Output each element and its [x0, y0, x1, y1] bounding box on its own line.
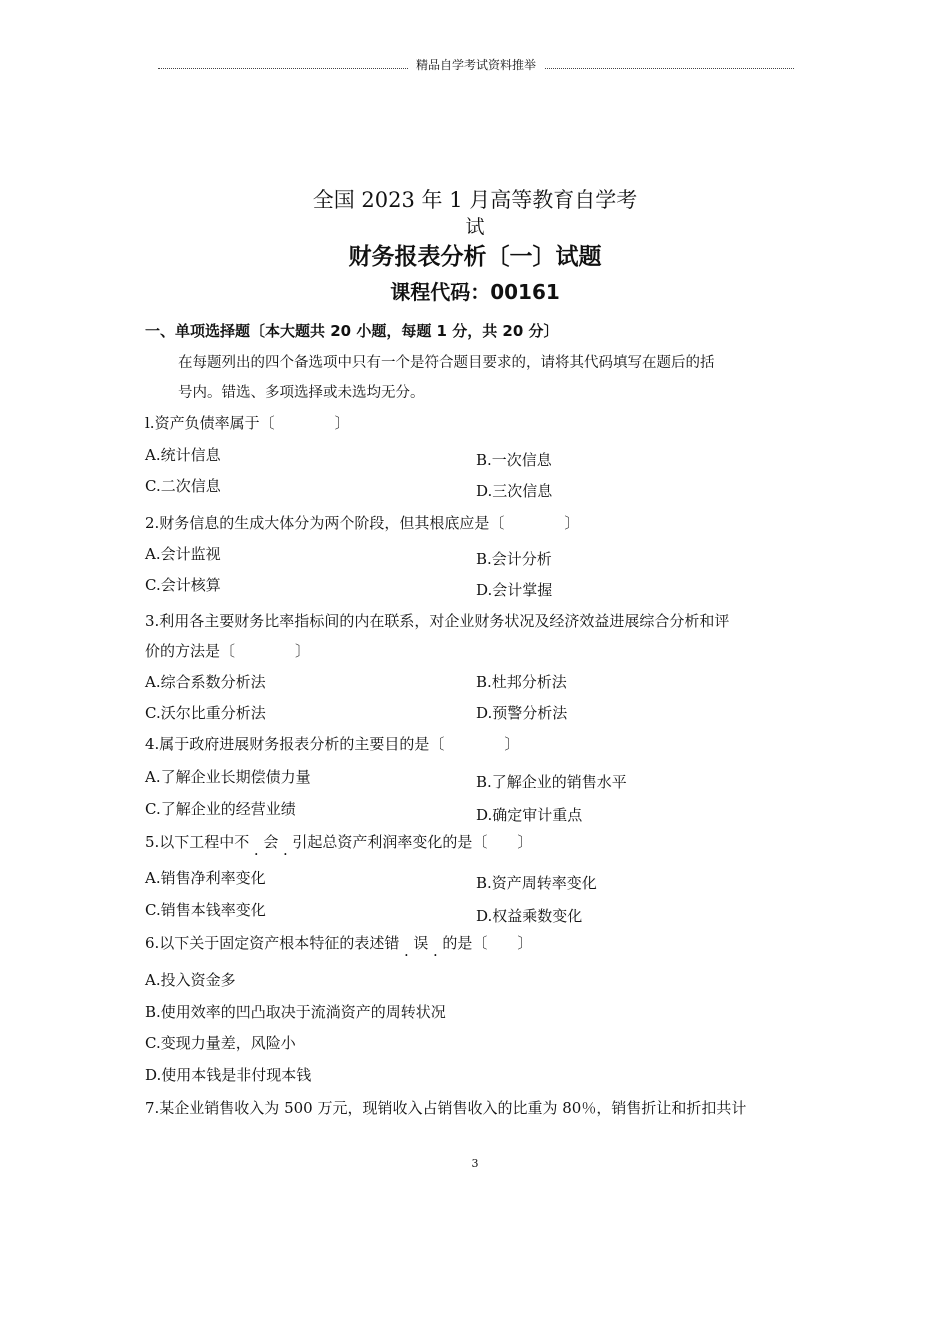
page-header	[158, 56, 794, 74]
header-text: 精品自学考试资料推举	[408, 56, 544, 74]
option-d: D.权益乘数变化	[476, 907, 583, 925]
emphasis-word: 会	[263, 833, 279, 851]
course-code: 课程代码：00161	[390, 280, 560, 304]
option-a: A.销售净利率变化	[145, 869, 266, 887]
question-stem: 5.以下工程中不 . 会 . 引起总资产利润率变化的是〔 〕	[145, 833, 533, 859]
option-a: A.了解企业长期偿债力量	[145, 768, 311, 786]
option-b: B.资产周转率变化	[476, 874, 597, 892]
question-stem-cont: 价的方法是〔 〕	[145, 642, 311, 660]
exam-title-cont: 试	[465, 216, 485, 238]
question-stem: 2.财务信息的生成大体分为两个阶段，但其根底应是〔 〕	[145, 514, 580, 532]
option-c: C.沃尔比重分析法	[145, 704, 266, 722]
option-a: A.投入资金多	[145, 971, 236, 989]
option-c: C.变现力量差，风险小	[145, 1034, 296, 1052]
option-d: D.会计掌握	[476, 581, 553, 599]
option-a: A.会计监视	[145, 545, 221, 563]
question-stem: 6.以下关于固定资产根本特征的表述错 . 误 . 的是〔 〕	[145, 934, 533, 960]
question-stem: l.资产负债率属于〔 〕	[145, 414, 350, 432]
option-b: B.了解企业的销售水平	[476, 773, 627, 791]
exam-title: 全国 2023 年 1 月高等教育自学考	[312, 188, 638, 212]
option-c: C.会计核算	[145, 576, 221, 594]
option-b: B.杜邦分析法	[476, 673, 567, 691]
stem-part: 引起总资产利润率变化的是〔 〕	[292, 833, 533, 851]
header-dots-right	[518, 50, 794, 69]
option-c: C.了解企业的经营业绩	[145, 800, 296, 818]
instruction-line-1: 在每题列出的四个备选项中只有一个是符合题目要求的，请将其代码填写在题后的括	[178, 355, 715, 371]
option-c: C.二次信息	[145, 477, 221, 495]
page-number: 3	[471, 1157, 479, 1170]
option-a: A.综合系数分析法	[145, 673, 266, 691]
option-a: A.统计信息	[145, 446, 221, 464]
option-d: D.预警分析法	[476, 704, 568, 722]
header-dots-left	[158, 50, 434, 69]
question-stem: 7.某企业销售收入为 500 万元，现销收入占销售收入的比重为 80％，销售折让和折扣共计	[145, 1099, 747, 1117]
option-b: B.会计分析	[476, 550, 552, 568]
stem-part: 6.以下关于固定资产根本特征的表述错	[145, 934, 400, 952]
stem-part: 5.以下工程中不	[145, 833, 250, 851]
option-b: B.一次信息	[476, 451, 552, 469]
option-d: D.使用本钱是非付现本钱	[145, 1066, 312, 1084]
instruction-line-2: 号内。错选、多项选择或未选均无分。	[178, 385, 425, 401]
subject-title: 财务报表分析〔一〕试题	[348, 244, 602, 270]
option-c: C.销售本钱率变化	[145, 901, 266, 919]
stem-part: 的是〔 〕	[442, 934, 533, 952]
emphasis-word: 误	[413, 934, 429, 952]
question-stem: 4.属于政府进展财务报表分析的主要目的是〔 〕	[145, 735, 520, 753]
option-b: B.使用效率的凹凸取决于流淌资产的周转状况	[145, 1003, 446, 1021]
option-d: D.三次信息	[476, 482, 553, 500]
question-stem: 3.利用各主要财务比率指标间的内在联系，对企业财务状况及经济效益进展综合分析和评	[145, 612, 730, 630]
section-heading: 一、单项选择题〔本大题共 20 小题，每题 1 分，共 20 分〕	[145, 322, 559, 340]
option-d: D.确定审计重点	[476, 806, 583, 824]
